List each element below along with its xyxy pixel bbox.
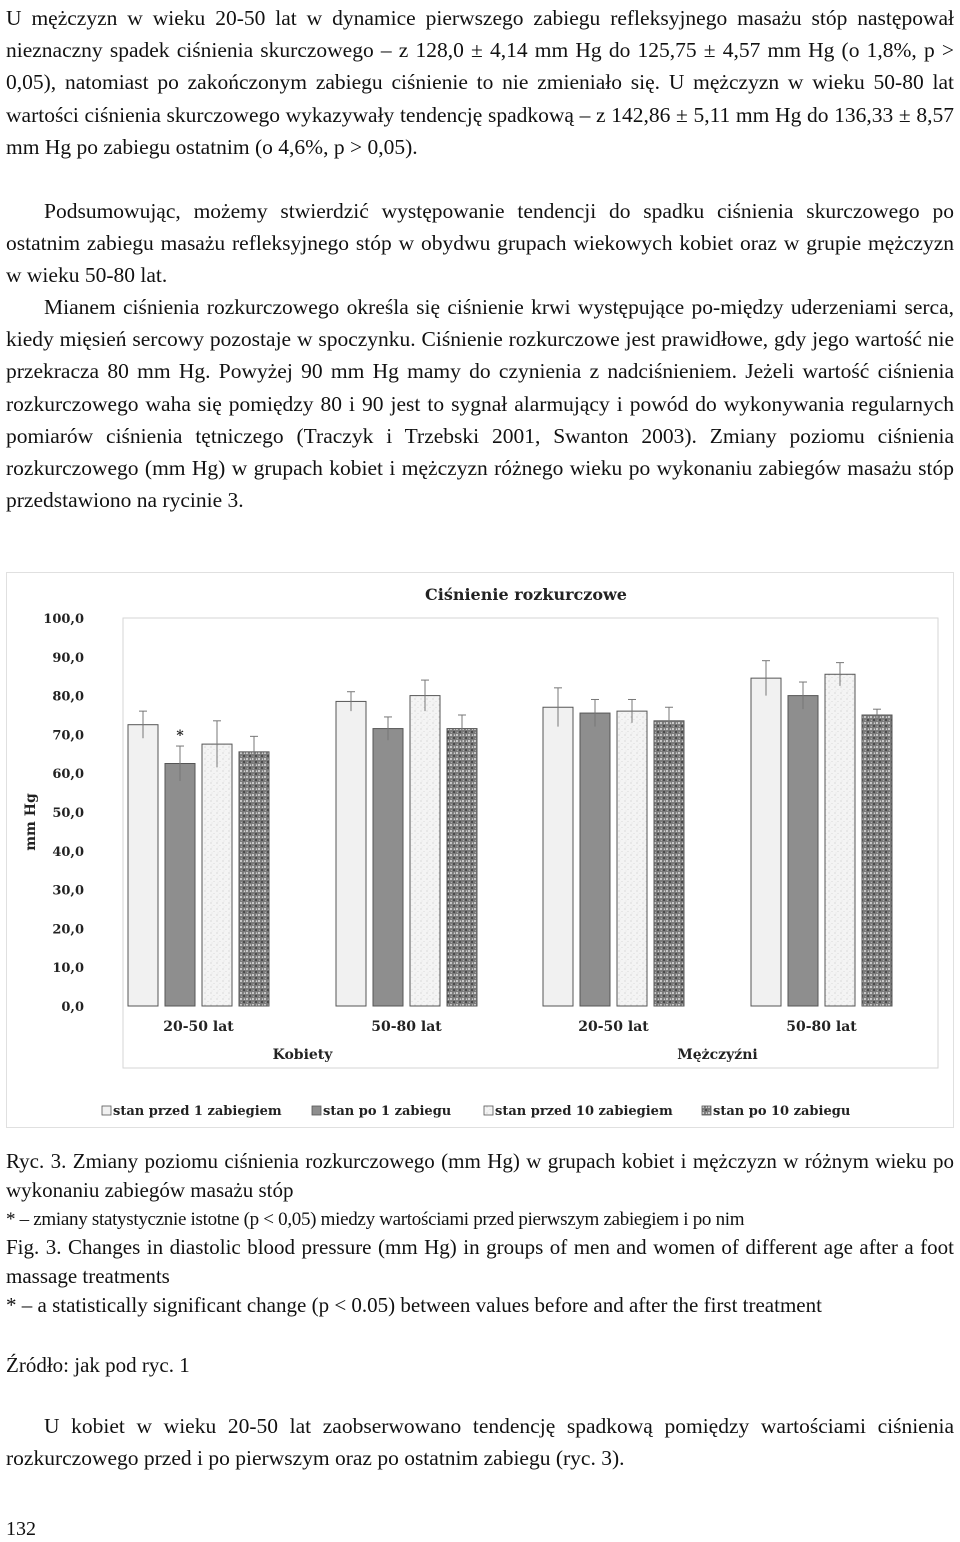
bar — [165, 764, 195, 1007]
paragraph-diastolic-intro: Mianem ciśnienia rozkurczowego określa się ciśnienie krwi występujące po-między uderzeniami serca, kiedy mięsień sercowy pozostaje w spoczynku. Ciśnienie rozkurczowe jest prawidłowe, gdy jego wartość nie przekracza 80 mm Hg. Powyżej 90 mm Hg mamy do czynienia z nadciśnieniem. Jeżeli wartość ciśnienia rozkurczowego waha się pomiędzy 80 i 90 jest to sygnał alarmujący i powód do wykonywania regularnych pomiarów ciśnienia tętniczego (Traczyk i Trzebski 2001, Swanton 2003). Zmiany poziomu ciśnienia rozkurczowego (mm Hg) w grupach kobiet i mężczyzn różnego wieku po wykonaniu zabiegów masażu stóp przedstawiono na rycinie 3. — [6, 295, 954, 513]
legend-label: stan przed 1 zabiegiem — [113, 1104, 282, 1119]
bar — [410, 696, 440, 1006]
legend-swatch — [484, 1106, 493, 1115]
paragraph-women-diastolic: U kobiet w wieku 20-50 lat zaobserwowano tendencję spadkową pomiędzy wartościami ciśnienia rozkurczowego przed i po pierwszym oraz po ostatnim zabiegu (ryc. 3). — [6, 1414, 954, 1471]
bar — [336, 701, 366, 1006]
paragraph-summary: Podsumowując, możemy stwierdzić występowanie tendencji do spadku ciśnienia skurczowego po ostatnim zabiegu masażu refleksyjnego stóp w obydwu grupach wiekowych kobiet oraz w grupie mężczyzn w wieku 50-80 lat. — [6, 199, 954, 288]
x-category-label: 20-50 lat — [163, 1019, 234, 1035]
caption-english: Fig. 3. Changes in diastolic blood pressure (mm Hg) in groups of men and women of different age after a foot massage treatments — [6, 1235, 954, 1288]
chart-title: Ciśnienie rozkurczowe — [425, 585, 627, 604]
bar — [580, 713, 610, 1006]
bar — [447, 729, 477, 1006]
y-tick-label: 0,0 — [61, 1000, 84, 1015]
significance-marker: * — [176, 728, 184, 745]
y-tick-label: 40,0 — [52, 844, 84, 860]
caption-english-note: * – a statistically significant change (p < 0.05) between values before and after the first treatment — [6, 1293, 822, 1317]
legend-swatch — [312, 1106, 321, 1115]
x-category-label: 50-80 lat — [371, 1019, 442, 1035]
x-category-label: 50-80 lat — [786, 1019, 857, 1035]
bar — [825, 674, 855, 1006]
y-tick-label: 70,0 — [52, 728, 84, 744]
y-tick-label: 60,0 — [52, 767, 84, 783]
chart-svg — [6, 572, 954, 1128]
page-number: 132 — [6, 1518, 36, 1540]
x-group-label: Kobiety — [272, 1047, 333, 1063]
y-axis-label: mm Hg — [23, 793, 39, 851]
diastolic-pressure-chart — [6, 572, 954, 1128]
bar — [202, 744, 232, 1006]
caption-polish-note: * – zmiany statystycznie istotne (p < 0,05) miedzy wartościami przed pierwszym zabiegiem i po nim — [6, 1209, 745, 1230]
x-group-label: Mężczyźni — [677, 1047, 758, 1063]
legend-swatch — [102, 1106, 111, 1115]
legend-label: stan przed 10 zabiegiem — [495, 1104, 673, 1119]
y-tick-label: 90,0 — [52, 650, 84, 666]
bar — [654, 721, 684, 1006]
y-tick-label: 50,0 — [52, 806, 84, 821]
bar — [751, 678, 781, 1006]
y-tick-label: 20,0 — [52, 922, 84, 938]
legend-label: stan po 1 zabiegu — [323, 1104, 452, 1119]
paragraph-systolic-men: U mężczyzn w wieku 20-50 lat w dynamice pierwszego zabiegu refleksyjnego masażu stóp następował nieznaczny spadek ciśnienia skurczowego – z 128,0 ± 4,14 mm Hg do 125,75 ± 4,57 mm Hg (o 1,8%, p > 0,05), natomiast po zakończonym zabiegu ciśnienie to nie zmieniało się. U mężczyzn w wieku 50-80 lat wartości ciśnienia skurczowego wykazywały tendencję spadkową – z 142,86 ± 5,11 mm Hg do 136,33 ± 8,57 mm Hg po zabiegu ostatnim (o 4,6%, p > 0,05). — [6, 6, 954, 159]
bar — [788, 696, 818, 1006]
legend-label: stan po 10 zabiegu — [713, 1104, 851, 1119]
x-category-label: 20-50 lat — [578, 1019, 649, 1035]
y-tick-label: 10,0 — [52, 961, 84, 977]
bar — [373, 729, 403, 1006]
bar — [239, 752, 269, 1006]
bar — [617, 711, 647, 1006]
y-tick-label: 80,0 — [52, 689, 84, 705]
legend-swatch — [702, 1106, 711, 1115]
caption-source: Źródło: jak pod ryc. 1 — [6, 1353, 190, 1377]
caption-polish: Ryc. 3. Zmiany poziomu ciśnienia rozkurczowego (mm Hg) w grupach kobiet i mężczyzn w różnym wieku po wykonaniu zabiegów masażu stóp — [6, 1149, 954, 1202]
bar — [128, 725, 158, 1006]
bar — [543, 707, 573, 1006]
bar — [862, 715, 892, 1006]
y-tick-label: 100,0 — [43, 612, 84, 627]
y-tick-label: 30,0 — [52, 883, 84, 899]
